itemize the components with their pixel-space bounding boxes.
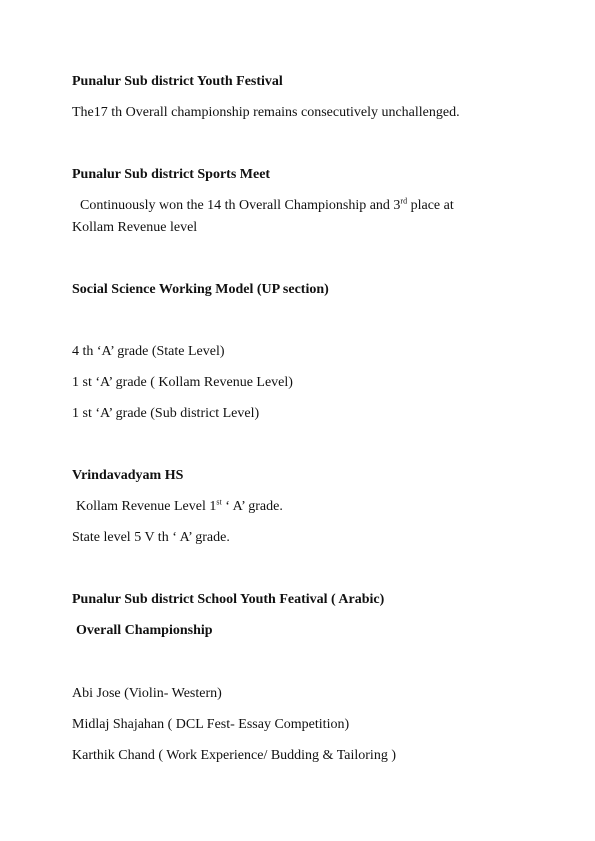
sports-meet-heading: Punalur Sub district Sports Meet: [72, 167, 271, 182]
vrindavadyam-line1-superscript: st: [216, 497, 222, 507]
name-entry: Karthik Chand ( Work Experience/ Budding & Tailoring ): [72, 748, 396, 763]
name-entry: Midlaj Shajahan ( DCL Fest- Essay Competition): [72, 717, 350, 732]
youth-festival-text: The17 th Overall championship remains consecutively unchallenged.: [72, 105, 460, 120]
sports-meet-text-superscript: rd: [400, 196, 408, 206]
social-science-item: 1 st ‘A’ grade ( Kollam Revenue Level): [72, 375, 293, 390]
name-entry: Abi Jose (Violin- Western): [72, 686, 222, 701]
sports-meet-text: [80, 198, 454, 214]
social-science-item: 1 st ‘A’ grade (Sub district Level): [72, 406, 260, 421]
sports-meet-text-line2: Kollam Revenue level: [72, 220, 198, 235]
vrindavadyam-heading: Vrindavadyam HS: [72, 468, 184, 483]
vrindavadyam-line2: State level 5 V th ‘ A’ grade.: [72, 530, 230, 545]
arabic-heading: Punalur Sub district School Youth Featival ( Arabic): [72, 592, 385, 607]
youth-festival-heading: Punalur Sub district Youth Festival: [72, 74, 283, 89]
vrindavadyam-line1-part1: Kollam Revenue Level 1: [76, 499, 217, 514]
vrindavadyam-line1-part2: ‘ A’ grade.: [221, 499, 283, 514]
arabic-subheading: Overall Championship: [76, 623, 213, 638]
vrindavadyam-line1: [76, 499, 283, 515]
social-science-item: 4 th ‘A’ grade (State Level): [72, 344, 225, 359]
sports-meet-text-part2: place at: [407, 198, 454, 213]
social-science-heading: Social Science Working Model (UP section): [72, 282, 329, 297]
sports-meet-text-part1: Continuously won the 14 th Overall Championship and 3: [80, 198, 401, 213]
